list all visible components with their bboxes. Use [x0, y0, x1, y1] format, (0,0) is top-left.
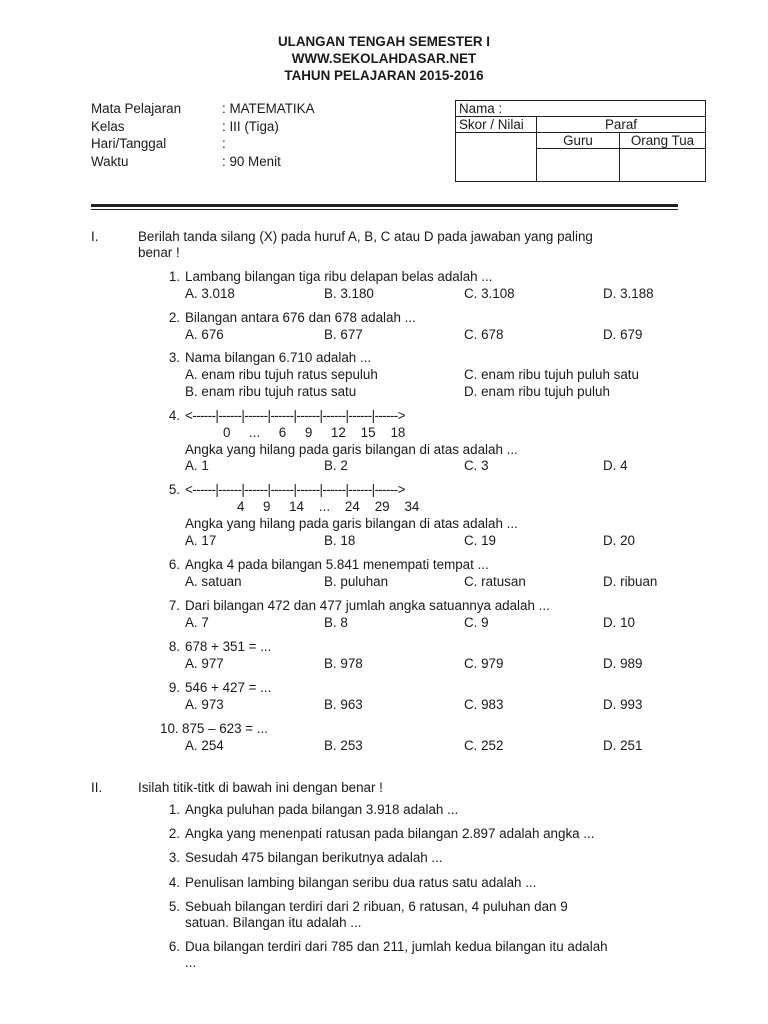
option-c[interactable]: C. ratusan — [464, 574, 526, 589]
option-d[interactable]: D. 3.188 — [603, 286, 654, 301]
item-number: 4. — [168, 875, 180, 890]
option-c[interactable]: C. 678 — [464, 327, 504, 342]
option-a[interactable]: A. 3.018 — [185, 286, 235, 301]
teacher-label: Guru — [537, 133, 620, 149]
item-text: Sebuah bilangan terdiri dari 2 ribuan, 6 ratusan, 4 puluhan dan 9 — [185, 899, 568, 914]
option-d[interactable]: D. enam ribu tujuh puluh — [464, 384, 610, 399]
exam-title: ULANGAN TENGAH SEMESTER I — [277, 34, 491, 49]
question-number: 8. — [168, 639, 180, 654]
class-label: Kelas — [91, 119, 125, 134]
score-field[interactable] — [456, 133, 537, 182]
question-text: 678 + 351 = ... — [185, 639, 272, 654]
option-d[interactable]: D. 4 — [603, 458, 628, 473]
date-label: Hari/Tanggal — [91, 136, 167, 151]
option-d[interactable]: D. 20 — [603, 533, 636, 548]
parent-signature-field[interactable] — [620, 149, 706, 182]
option-a[interactable]: A. 17 — [185, 533, 217, 548]
class-value: : III (Tiga) — [222, 119, 279, 134]
item-number: 3. — [168, 850, 180, 865]
item-text-cont: satuan. Bilangan itu adalah ... — [185, 915, 362, 930]
parent-label: Orang Tua — [620, 133, 706, 149]
name-field[interactable]: Nama : — [456, 101, 706, 117]
option-b[interactable]: B. enam ribu tujuh ratus satu — [185, 384, 357, 399]
question-number: 7. — [168, 598, 180, 613]
number-line: <------|------|------|------|------|------|------|------> — [185, 482, 405, 497]
option-b[interactable]: B. 2 — [324, 458, 348, 473]
website: WWW.SEKOLAHDASAR.NET — [291, 51, 477, 66]
option-b[interactable]: B. 253 — [324, 738, 363, 753]
item-text: Dua bilangan terdiri dari 785 dan 211, jumlah kedua bilangan itu adalah — [185, 939, 608, 954]
option-b[interactable]: B. 3.180 — [324, 286, 374, 301]
question-number: 9. — [168, 680, 180, 695]
option-a[interactable]: A. 977 — [185, 656, 224, 671]
score-label: Skor / Nilai — [456, 117, 537, 133]
time-value: : 90 Menit — [222, 154, 281, 169]
question-text: Bilangan antara 676 dan 678 adalah ... — [185, 310, 416, 325]
question-number: 3. — [168, 350, 180, 365]
option-a[interactable]: A. 7 — [185, 615, 209, 630]
option-a[interactable]: A. enam ribu tujuh ratus sepuluh — [185, 367, 378, 382]
option-d[interactable]: D. ribuan — [603, 574, 658, 589]
option-a[interactable]: A. 973 — [185, 697, 224, 712]
teacher-signature-field[interactable] — [537, 149, 620, 182]
item-text-cont: ... — [185, 955, 197, 970]
option-c[interactable]: C. 983 — [464, 697, 504, 712]
option-c[interactable]: C. 252 — [464, 738, 504, 753]
score-box — [455, 100, 706, 182]
question-number: 5. — [168, 482, 180, 497]
question-number: 1. — [168, 269, 180, 284]
question-text: Angka yang hilang pada garis bilangan di atas adalah ... — [185, 442, 518, 457]
item-number: 1. — [168, 802, 180, 817]
option-b[interactable]: B. 677 — [324, 327, 363, 342]
section1-number: I. — [91, 229, 99, 244]
item-number: 2. — [168, 826, 180, 841]
option-c[interactable]: C. 9 — [464, 615, 489, 630]
number-line-labels: 0 ... 6 9 12 15 18 — [223, 425, 406, 440]
option-c[interactable]: C. 979 — [464, 656, 504, 671]
section2-instruction: Isilah titik-titk di bawah ini dengan benar ! — [138, 780, 383, 795]
option-b[interactable]: B. puluhan — [324, 574, 389, 589]
option-b[interactable]: B. 963 — [324, 697, 363, 712]
question-number: 4. — [168, 408, 180, 423]
item-number: 6. — [168, 939, 180, 954]
option-c[interactable]: C. 3.108 — [464, 286, 515, 301]
option-a[interactable]: A. 1 — [185, 458, 209, 473]
section2-number: II. — [91, 780, 103, 795]
date-value: : — [222, 136, 226, 151]
section1-instruction: Berilah tanda silang (X) pada huruf A, B, C atau D pada jawaban yang paling — [138, 229, 593, 244]
item-text: Angka yang menenpati ratusan pada bilangan 2.897 adalah angka ... — [185, 826, 595, 841]
option-d[interactable]: D. 251 — [603, 738, 643, 753]
subject-label: Mata Pelajaran — [91, 101, 182, 116]
option-a[interactable]: A. satuan — [185, 574, 242, 589]
option-d[interactable]: D. 989 — [603, 656, 643, 671]
question-number: 10. — [160, 721, 179, 736]
question-text: Dari bilangan 472 dan 477 jumlah angka satuannya adalah ... — [185, 598, 550, 613]
question-text: 875 – 623 = ... — [182, 721, 268, 736]
item-number: 5. — [168, 899, 180, 914]
option-a[interactable]: A. 676 — [185, 327, 224, 342]
option-b[interactable]: B. 978 — [324, 656, 363, 671]
number-line: <------|------|------|------|------|------|------|------> — [185, 408, 405, 423]
option-d[interactable]: D. 10 — [603, 615, 636, 630]
subject-value: : MATEMATIKA — [222, 101, 315, 116]
option-b[interactable]: B. 8 — [324, 615, 348, 630]
option-a[interactable]: A. 254 — [185, 738, 224, 753]
divider-thick — [91, 204, 678, 207]
item-text: Penulisan lambing bilangan seribu dua ratus satu adalah ... — [185, 875, 537, 890]
question-text: Lambang bilangan tiga ribu delapan belas adalah ... — [185, 269, 493, 284]
question-text: Angka 4 pada bilangan 5.841 menempati tempat ... — [185, 557, 489, 572]
option-d[interactable]: D. 993 — [603, 697, 643, 712]
question-number: 6. — [168, 557, 180, 572]
option-c[interactable]: C. 3 — [464, 458, 489, 473]
school-year: TAHUN PELAJARAN 2015-2016 — [284, 68, 484, 83]
signature-label: Paraf — [537, 117, 706, 133]
question-text: Nama bilangan 6.710 adalah ... — [185, 350, 372, 365]
option-c[interactable]: C. enam ribu tujuh puluh satu — [464, 367, 639, 382]
item-text: Sesudah 475 bilangan berikutnya adalah ... — [185, 850, 443, 865]
item-text: Angka puluhan pada bilangan 3.918 adalah ... — [185, 802, 459, 817]
number-line-labels: 4 9 14 ... 24 29 34 — [237, 499, 420, 514]
option-c[interactable]: C. 19 — [464, 533, 497, 548]
divider-thin — [91, 209, 678, 210]
option-d[interactable]: D. 679 — [603, 327, 643, 342]
section1-instruction-cont: benar ! — [138, 245, 180, 260]
time-label: Waktu — [91, 154, 129, 169]
question-number: 2. — [168, 310, 180, 325]
question-text: Angka yang hilang pada garis bilangan di atas adalah ... — [185, 516, 518, 531]
question-text: 546 + 427 = ... — [185, 680, 272, 695]
option-b[interactable]: B. 18 — [324, 533, 356, 548]
